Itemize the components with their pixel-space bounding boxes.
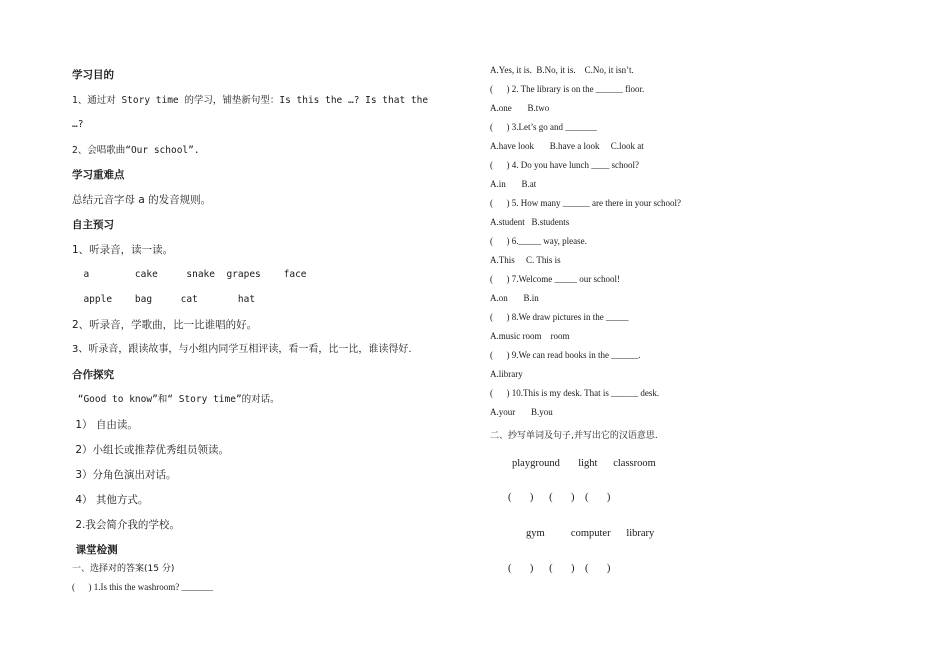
preview-item-3: 3、听录音，跟读故事，与小组内同学互相评读，看一看，比一比，谁读得好. — [72, 344, 412, 355]
test-part-2: 二、抄写单词及句子,并写出它的汉语意思. — [490, 431, 658, 441]
coop-step-2: 2）小组长或推荐优秀组员领读。 — [72, 444, 230, 456]
key-text: 总结元音字母 a 的发音规则。 — [72, 194, 212, 206]
answer-options-8: A.music room room — [490, 331, 570, 341]
goal-item-1-cont: …? — [72, 119, 84, 130]
answer-options-1: A.Yes, it is. B.No, it is. C.No, it isn’t. — [490, 65, 634, 75]
question-9: ( ) 9.We can read books in the ______. — [490, 350, 641, 360]
question-7: ( ) 7.Welcome _____ our school! — [490, 274, 620, 284]
copy-words-row-2: gym computer library — [526, 528, 655, 539]
answer-options-3: A.have look B.have a look C.look at — [490, 141, 644, 151]
meaning-blanks-row-1: ( ) ( ) ( ) — [508, 492, 611, 503]
goal-heading: 学习目的 — [72, 69, 114, 81]
question-3: ( ) 3.Let’s go and _______ — [490, 122, 597, 132]
preview-heading: 自主预习 — [72, 219, 114, 231]
question-1: ( ) 1.Is this the washroom? _______ — [72, 582, 213, 592]
goal-item-1: 1、通过对 Story time 的学习，铺垫新句型：Is this the …? Is that the — [72, 95, 429, 106]
answer-options-4: A.in B.at — [490, 179, 537, 189]
question-6: ( ) 6._____ way, please. — [490, 236, 587, 246]
coop-step-4: 4） 其他方式。 — [72, 494, 149, 506]
key-heading: 学习重难点 — [72, 169, 125, 181]
vocab-row-1: a cake snake grapes face — [72, 269, 307, 280]
coop-task-2: 2.我会简介我的学校。 — [72, 519, 180, 531]
answer-options-2: A.one B.two — [490, 103, 550, 113]
preview-item-1: 1、听录音，读一读。 — [72, 244, 174, 256]
question-8: ( ) 8.We draw pictures in the _____ — [490, 312, 629, 322]
test-part-1: 一、选择对的答案(15 分) — [72, 564, 175, 574]
answer-options-5: A.student B.students — [490, 217, 570, 227]
coop-step-3: 3）分角色演出对话。 — [72, 469, 177, 481]
coop-step-1: 1） 自由读。 — [72, 419, 138, 431]
vocab-row-2: apple bag cat hat — [72, 294, 256, 305]
question-5: ( ) 5. How many ______ are there in your school? — [490, 198, 681, 208]
question-10: ( ) 10.This is my desk. That is ______ desk. — [490, 388, 660, 398]
preview-item-2: 2、听录音，学歌曲，比一比谁唱的好。 — [72, 319, 258, 331]
answer-options-6: A.This C. This is — [490, 255, 561, 265]
answer-options-10: A.your B.you — [490, 407, 553, 417]
test-heading: 课堂检测 — [72, 544, 118, 556]
goal-item-2: 2、会唱歌曲“Our school”. — [72, 145, 200, 156]
answer-options-9: A.library — [490, 369, 523, 379]
coop-intro: “Good to know”和“ Story time”的对话。 — [72, 394, 280, 405]
copy-words-row-1: playground light classroom — [512, 458, 656, 469]
meaning-blanks-row-2: ( ) ( ) ( ) — [508, 563, 611, 574]
coop-heading: 合作探究 — [72, 369, 114, 381]
question-4: ( ) 4. Do you have lunch ____ school? — [490, 160, 639, 170]
question-2: ( ) 2. The library is on the ______ floor. — [490, 84, 645, 94]
answer-options-7: A.on B.in — [490, 293, 539, 303]
